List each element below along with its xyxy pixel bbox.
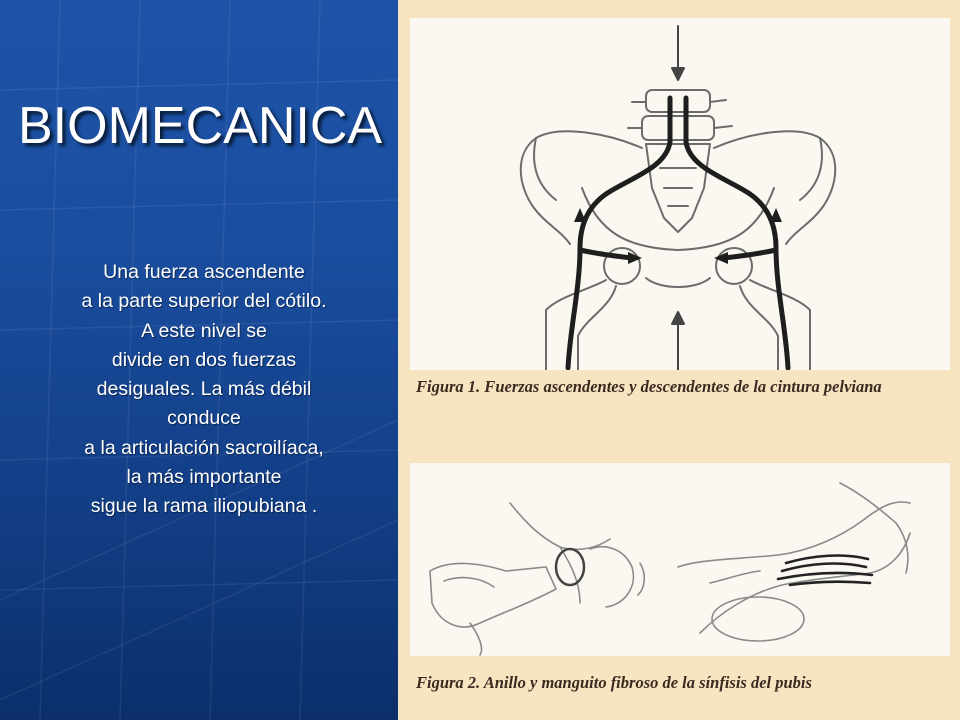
body-line: conduce [167, 407, 241, 430]
body-line: a la articulación sacroilíaca, [84, 436, 324, 459]
title-panel [0, 0, 398, 720]
body-line: divide en dos fuerzas [111, 348, 297, 371]
body-line: A este nivel se [141, 319, 267, 342]
body-line: a la parte superior del cótilo. [81, 290, 327, 313]
body-line: desiguales. La más débil [96, 378, 312, 401]
symphysis-illustration [410, 463, 950, 656]
figure-1-caption: Figura 1. Fuerzas ascendentes y descendentes de la cintura pelviana [416, 377, 882, 396]
body-line: la más importante [126, 466, 282, 489]
body-line: Una fuerza ascendente [103, 261, 305, 283]
pelvis-illustration [410, 18, 950, 370]
slide-title: BIOMECANICA [18, 97, 383, 155]
body-line: sigue la rama iliopubiana . [90, 495, 318, 518]
figure-2-symphysis [410, 463, 950, 656]
figure-2-caption: Figura 2. Anillo y manguito fibroso de la sínfisis del pubis [416, 673, 812, 692]
figures-panel [398, 0, 960, 720]
figure-1-pelvis-forces [410, 18, 950, 370]
body-paragraph [10, 258, 398, 522]
